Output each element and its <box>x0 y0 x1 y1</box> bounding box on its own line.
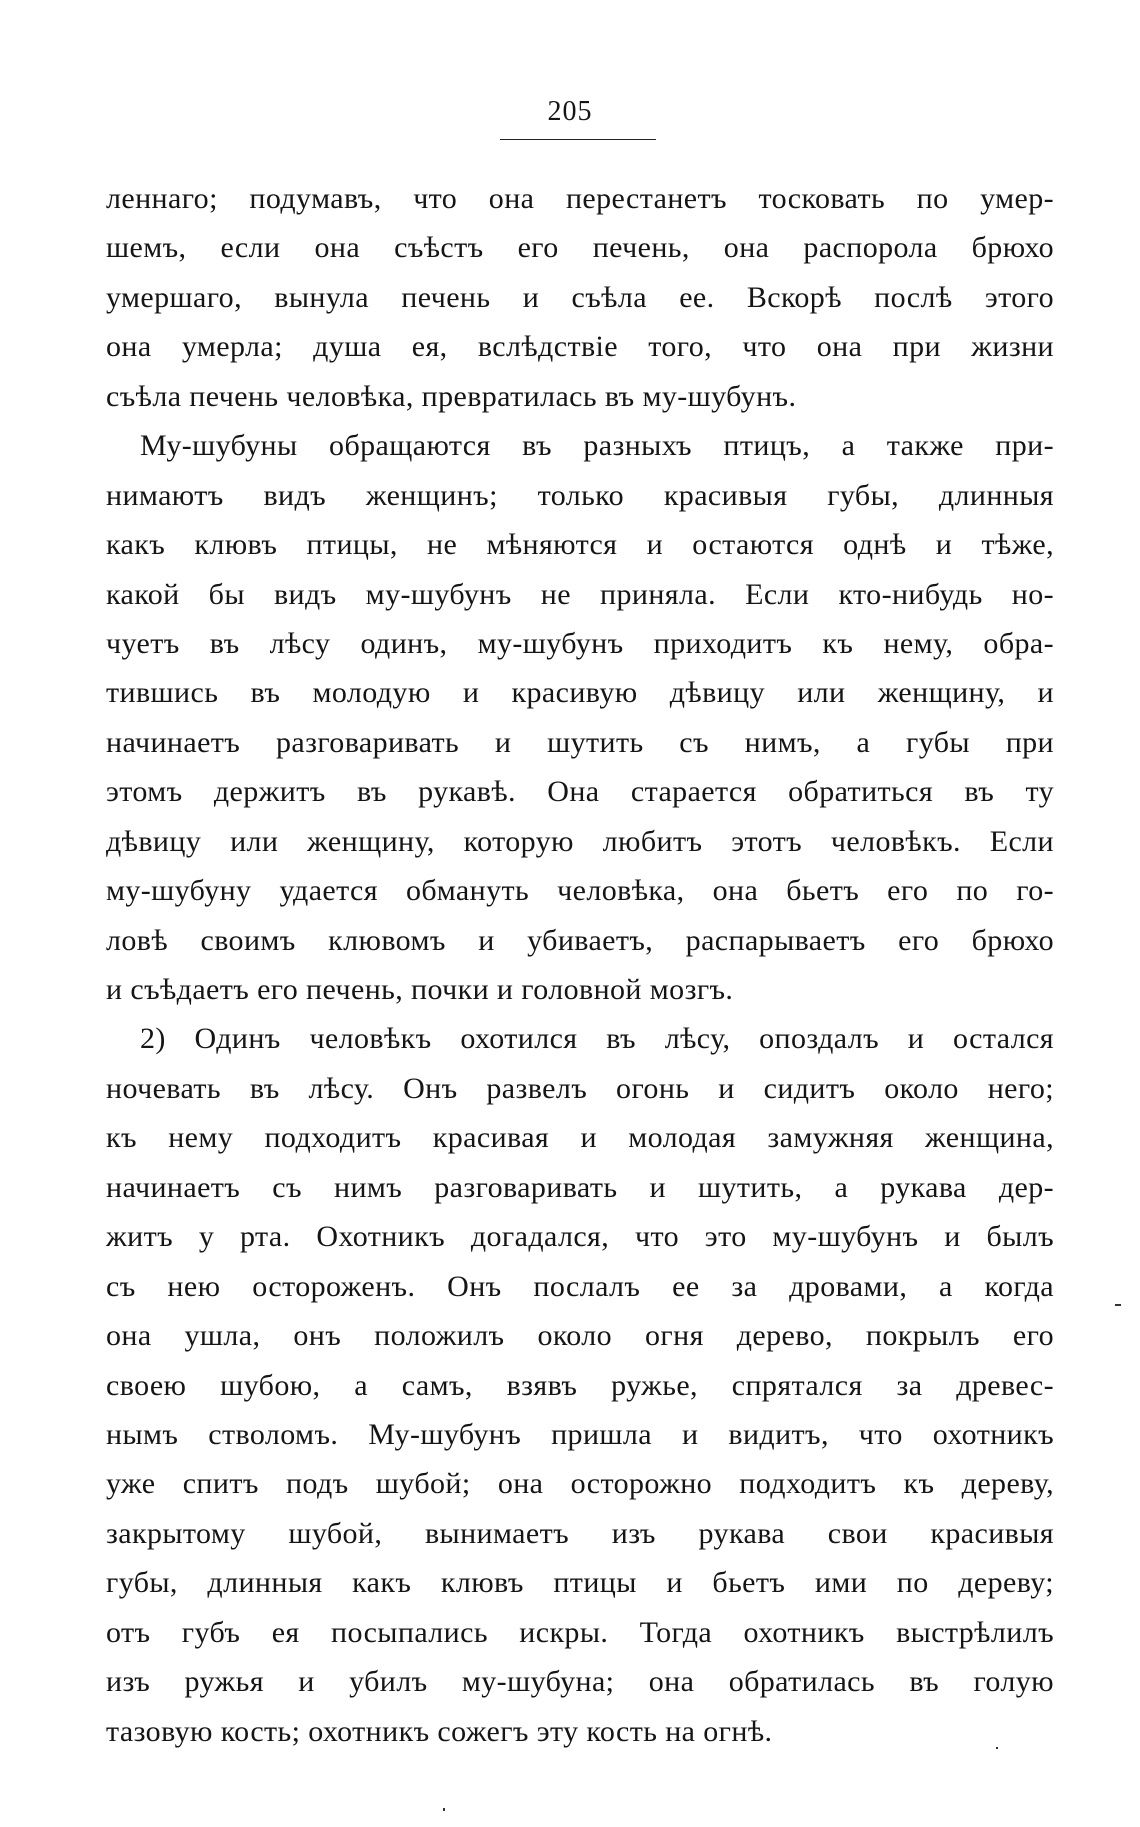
text-line: съ нею остороженъ. Онъ послалъ ее за дровами, а когда <box>106 1269 1054 1303</box>
text-line: какъ клювъ птицы, не мѣняются и остаются однѣ и тѣже, <box>106 528 1054 562</box>
text-line: губы, длинныя какъ клювъ птицы и бьетъ ими по дереву; <box>106 1566 1054 1600</box>
text-line: какой бы видъ му-шубунъ не приняла. Если кто-нибудь но- <box>106 577 1054 611</box>
scan-speck <box>996 1747 998 1749</box>
text-line: тившись въ молодую и красивую дѣвицу или женщину, и <box>106 676 1054 710</box>
text-line: ловѣ своимъ клювомъ и убиваетъ, распарываетъ его брюхо <box>106 923 1054 957</box>
text-line: этомъ держитъ въ рукавѣ. Она старается обратиться въ ту <box>106 775 1054 809</box>
text-line: тазовую кость; охотникъ сожегъ эту кость на огнѣ. <box>106 1714 773 1748</box>
text-line: умершаго, вынула печень и съѣла ее. Вскорѣ послѣ этого <box>106 280 1054 314</box>
text-line: и съѣдаетъ его печень, почки и головной мозгъ. <box>106 973 734 1006</box>
text-line: къ нему подходитъ красивая и молодая замужняя женщина, <box>106 1121 1054 1155</box>
text-line: леннаго; подумавъ, что она перестанетъ тосковать по умер- <box>106 182 1054 215</box>
text-line: съѣла печень человѣка, превратилась въ му-шубунъ. <box>106 379 797 413</box>
text-line: 2) Одинъ человѣкъ охотился въ лѣсу, опоздалъ и остался <box>140 1022 1054 1056</box>
text-line: дѣвицу или женщину, которую любитъ этотъ человѣкъ. Если <box>106 824 1054 858</box>
text-line: шемъ, если она съѣстъ его печень, она распорола брюхо <box>106 231 1054 265</box>
text-line: она умерла; душа ея, вслѣдствіе того, что она при жизни <box>106 330 1054 364</box>
text-line: уже спитъ подъ шубой; она осторожно подходитъ къ дереву, <box>106 1467 1054 1501</box>
text-block <box>106 174 1054 1756</box>
text-line: Му-шубуны обращаются въ разныхъ птицъ, а также при- <box>140 429 1054 463</box>
text-line: начинаетъ разговаривать и шутить съ нимъ, а губы при <box>106 725 1054 759</box>
text-line: закрытому шубой, вынимаетъ изъ рукава свои красивыя <box>106 1516 1054 1550</box>
text-line: своею шубою, а самъ, взявъ ружье, спрятался за древес- <box>106 1368 1054 1402</box>
text-line: му-шубуну удается обмануть человѣка, она бьетъ его по го- <box>106 874 1054 908</box>
text-line: нимаютъ видъ женщинъ; только красивыя губы, длинныя <box>106 478 1054 512</box>
page-number: 205 <box>547 96 593 127</box>
scan-speck <box>1115 1304 1121 1306</box>
text-line: она ушла, онъ положилъ около огня дерево, покрылъ его <box>106 1319 1054 1353</box>
text-line: нымъ стволомъ. Му-шубунъ пришла и видитъ, что охотникъ <box>106 1417 1054 1451</box>
text-line: изъ ружья и убилъ му-шубуна; она обратилась въ голую <box>106 1665 1054 1699</box>
text-line: житъ у рта. Охотникъ догадался, что это му-шубунъ и былъ <box>106 1220 1054 1254</box>
scan-speck <box>443 1808 445 1811</box>
page-number-rule <box>500 139 656 140</box>
text-line: начинаетъ съ нимъ разговаривать и шутить, а рукава дер- <box>106 1170 1054 1204</box>
text-line: чуетъ въ лѣсу одинъ, му-шубунъ приходитъ къ нему, обра- <box>106 626 1054 660</box>
text-line: ночевать въ лѣсу. Онъ развелъ огонь и сидитъ около него; <box>106 1071 1054 1105</box>
text-line: отъ губъ ея посыпались искры. Тогда охотникъ выстрѣлилъ <box>106 1615 1054 1649</box>
